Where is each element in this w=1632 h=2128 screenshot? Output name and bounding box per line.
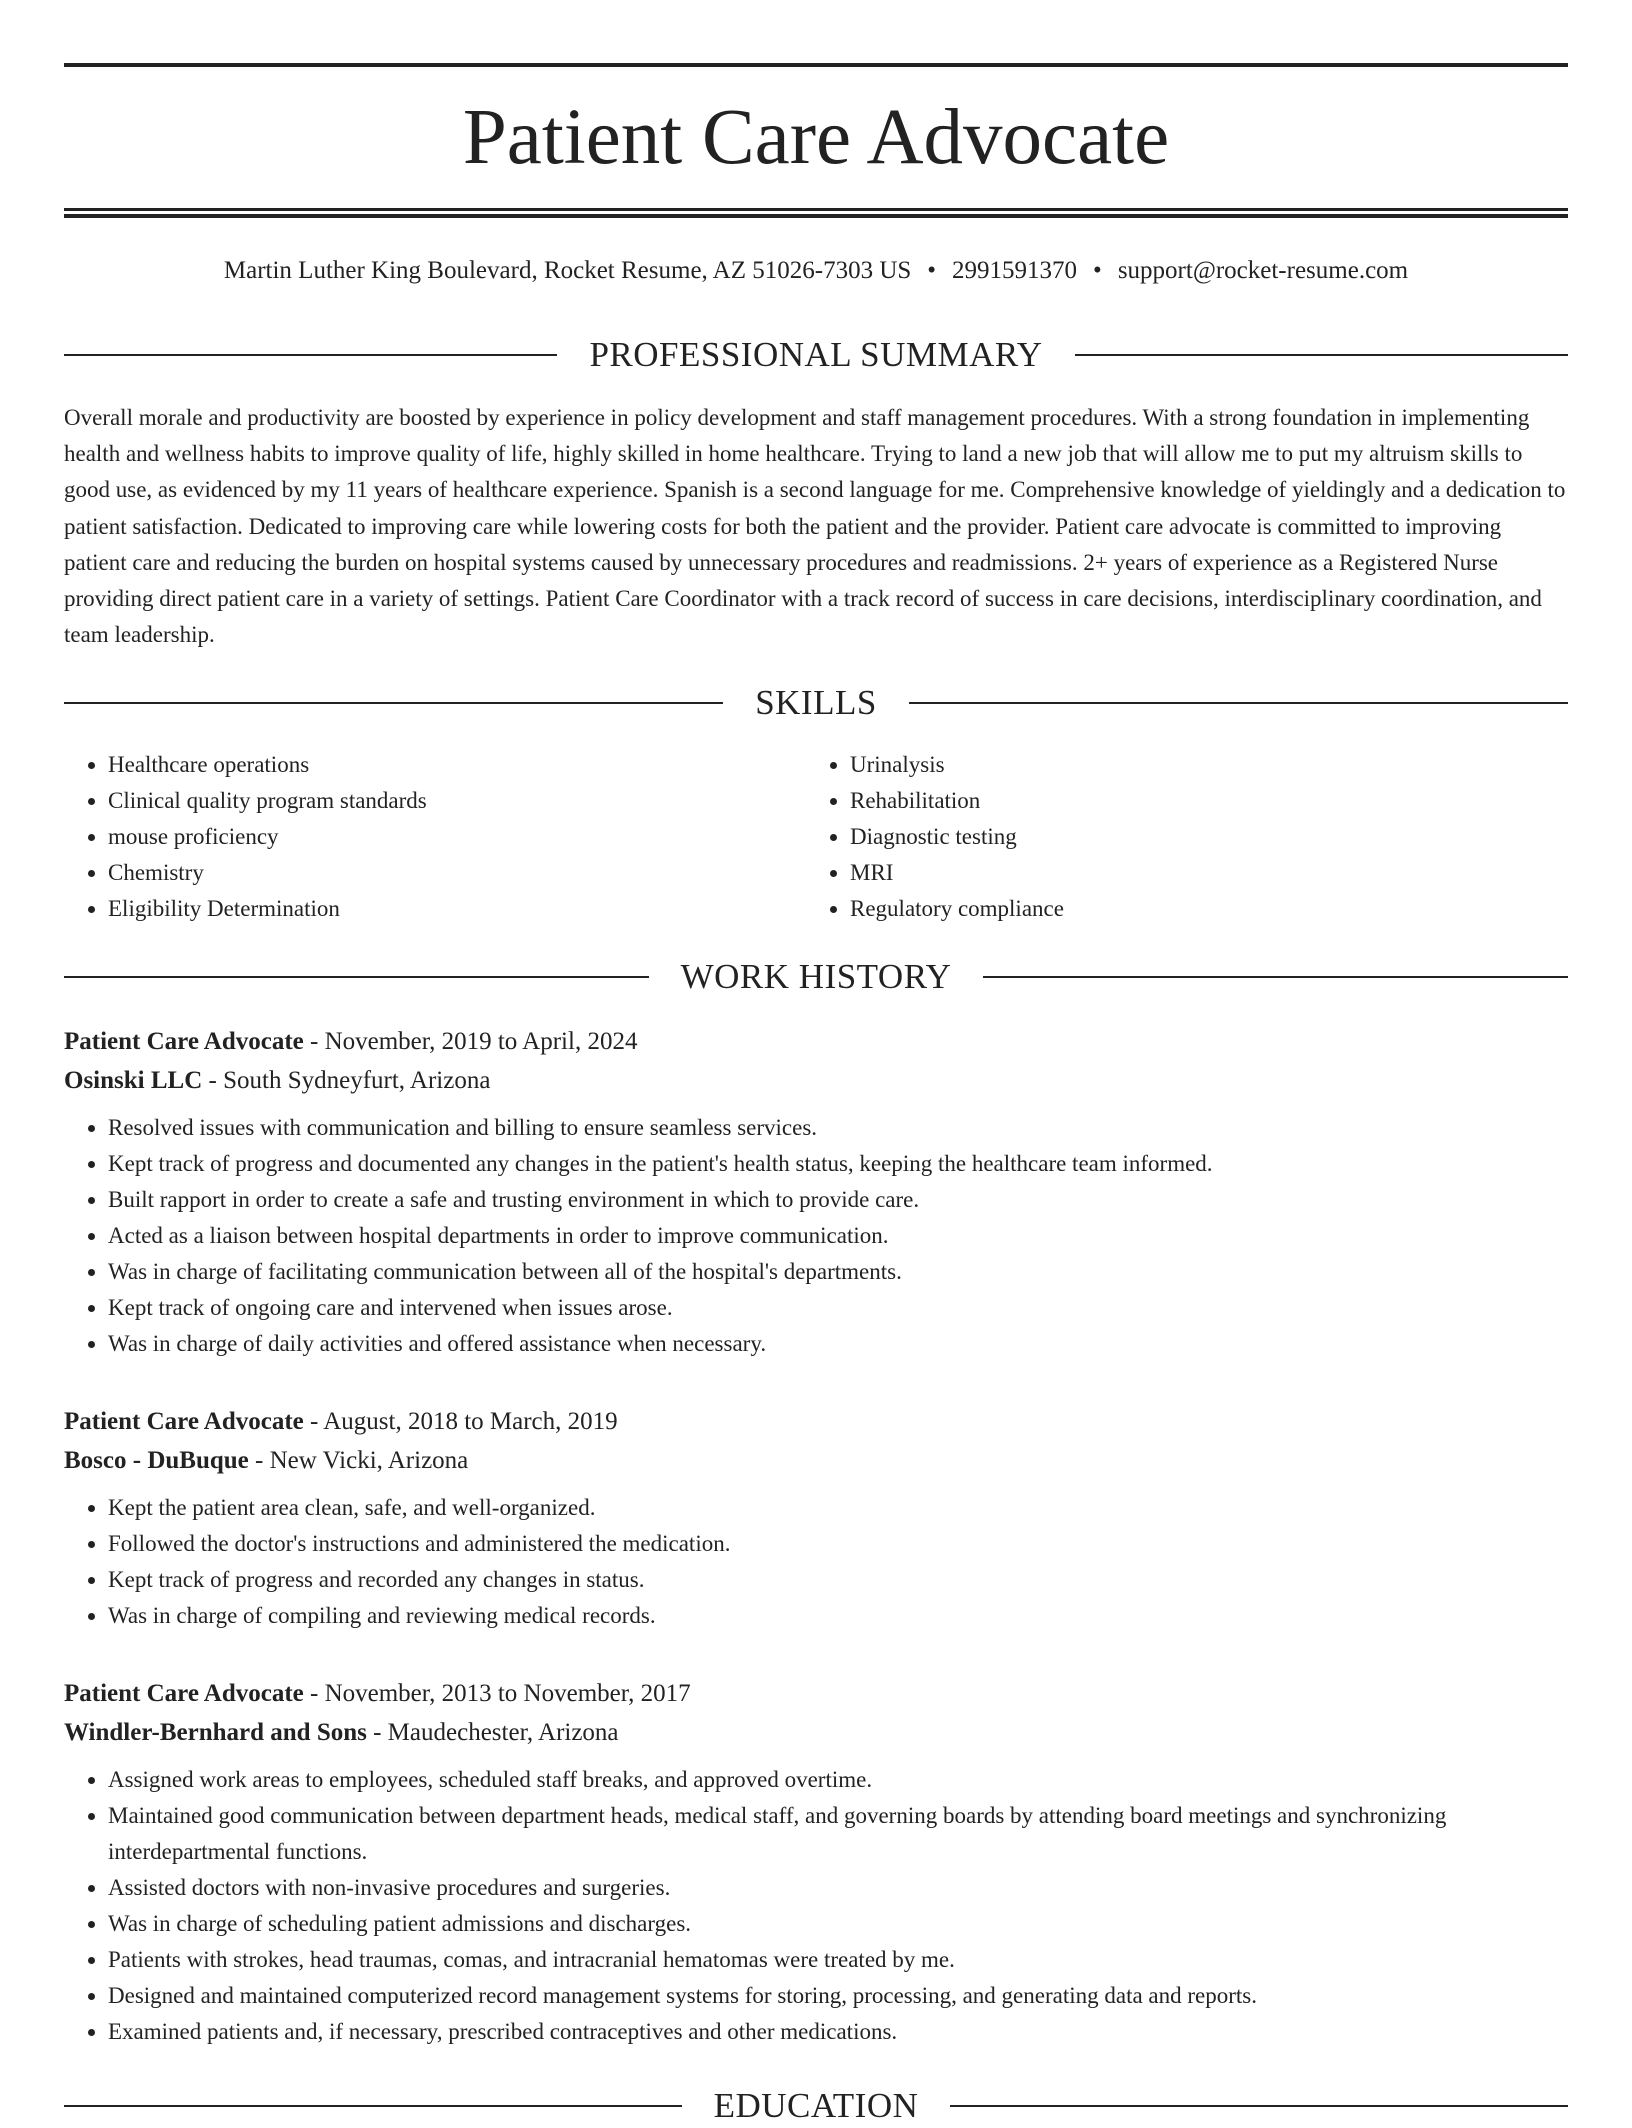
heading-rule	[950, 2105, 1568, 2107]
contact-line	[64, 253, 1568, 289]
contact-separator: •	[1093, 257, 1102, 284]
skill-item: • Healthcare operations	[108, 747, 806, 783]
job-duty: • Designed and maintained computerized record management systems for storing, processing, and generating data and reports.	[108, 1978, 1568, 2014]
skill-item: • Diagnostic testing	[850, 819, 1548, 855]
summary-paragraph: Overall morale and productivity are boosted by experience in policy development and staff management procedures. With a strong foundation in implementing health and wellness habits to improve quality of life, highly skilled in home healthcare. Trying to land a new job that will allow me to put my altruism skills to good use, as evidenced by my 11 years of healthcare experience. Spanish is a second language for me. Comprehensive knowledge of yieldingly and a dedication to patient satisfaction. Dedicated to improving care while lowering costs for both the patient and the provider. Patient care advocate is committed to improving patient care and reducing the burden on hospital systems caused by unnecessary procedures and readmissions. 2+ years of experience as a Registered Nurse providing direct patient care in a variety of settings. Patient Care Coordinator with a track record of success in care decisions, interdisciplinary coordination, and team leadership.	[64, 405, 1566, 648]
job-location: - New Vicki, Arizona	[248, 1447, 469, 1474]
job-company-line	[64, 1061, 1568, 1100]
contact-separator: •	[927, 257, 937, 284]
job-company-line	[64, 1441, 1568, 1480]
section-heading-summary	[64, 333, 1568, 377]
job-title: Patient Care Advocate	[64, 1680, 304, 1707]
contact-phone: 2991591370	[952, 257, 1078, 284]
section-title: EDUCATION	[713, 2086, 919, 2125]
job-title-line	[64, 1674, 1568, 1713]
job-duty: • Maintained good communication between department heads, medical staff, and governing boards by attending board meetings and synchronizing interdepartmental functions.	[108, 1798, 1568, 1870]
section-title: PROFESSIONAL SUMMARY	[589, 335, 1043, 374]
heading-rule	[909, 702, 1568, 704]
job-dates: - August, 2018 to March, 2019	[303, 1408, 618, 1435]
skills-column-left	[64, 747, 806, 927]
job-duties	[64, 1762, 1568, 2050]
skill-item: • Urinalysis	[850, 747, 1548, 783]
heading-rule	[1075, 354, 1568, 356]
job-duty: • Kept the patient area clean, safe, and well-organized.	[108, 1490, 1568, 1526]
contact-address: Martin Luther King Boulevard, Rocket Resume, AZ 51026-7303 US	[223, 257, 912, 284]
skill-item: • Rehabilitation	[850, 783, 1548, 819]
job-duties	[64, 1490, 1568, 1634]
contact-email: support@rocket-resume.com	[1117, 257, 1409, 284]
job-duty: • Resolved issues with communication and billing to ensure seamless services.	[108, 1110, 1568, 1146]
job-dates: - November, 2019 to April, 2024	[303, 1028, 638, 1055]
job-duty: • Followed the doctor's instructions and administered the medication.	[108, 1526, 1568, 1562]
skill-item: • MRI	[850, 855, 1548, 891]
job-title: Patient Care Advocate	[64, 1028, 304, 1055]
header-top-rule	[64, 63, 1568, 67]
header-double-rule	[64, 208, 1568, 218]
job-duty: • Was in charge of compiling and reviewing medical records.	[108, 1598, 1568, 1634]
job-company: Osinski LLC	[64, 1067, 203, 1094]
job-dates: - November, 2013 to November, 2017	[303, 1680, 691, 1707]
skill-item: • Clinical quality program standards	[108, 783, 806, 819]
section-heading-education	[64, 2084, 1568, 2128]
job-location: - Maudechester, Arizona	[366, 1719, 619, 1746]
job-duty: • Was in charge of facilitating communication between all of the hospital's departments.	[108, 1254, 1568, 1290]
job-duty: • Was in charge of scheduling patient admissions and discharges.	[108, 1906, 1568, 1942]
job-duty: • Patients with strokes, head traumas, comas, and intracranial hematomas were treated by me.	[108, 1942, 1568, 1978]
section-heading-work	[64, 955, 1568, 999]
skill-item: • Chemistry	[108, 855, 806, 891]
job-duty: • Acted as a liaison between hospital departments in order to improve communication.	[108, 1218, 1568, 1254]
job-company: Windler-Bernhard and Sons	[64, 1719, 367, 1746]
heading-rule	[983, 976, 1568, 978]
job-duty: • Assigned work areas to employees, scheduled staff breaks, and approved overtime.	[108, 1762, 1568, 1798]
skill-item: • Regulatory compliance	[850, 891, 1548, 927]
heading-rule	[64, 354, 557, 356]
skills-list	[64, 747, 1568, 927]
section-title: SKILLS	[755, 683, 877, 722]
job-duty: • Built rapport in order to create a safe and trusting environment in which to provide care.	[108, 1182, 1568, 1218]
job-duty: • Was in charge of daily activities and offered assistance when necessary.	[108, 1326, 1568, 1362]
job-duty: • Examined patients and, if necessary, prescribed contraceptives and other medications.	[108, 2014, 1568, 2050]
heading-rule	[64, 976, 649, 978]
section-heading-skills	[64, 681, 1568, 725]
job-duties	[64, 1110, 1568, 1362]
job-duty: • Kept track of ongoing care and intervened when issues arose.	[108, 1290, 1568, 1326]
job-company-line	[64, 1713, 1568, 1752]
job-title-line	[64, 1022, 1568, 1061]
job-entry	[64, 1022, 1568, 1362]
heading-rule	[64, 2105, 682, 2107]
heading-rule	[64, 702, 723, 704]
skills-column-right	[806, 747, 1548, 927]
job-duty: • Assisted doctors with non-invasive procedures and surgeries.	[108, 1870, 1568, 1906]
job-entry	[64, 1674, 1568, 2050]
job-location: - South Sydneyfurt, Arizona	[202, 1067, 491, 1094]
job-company: Bosco - DuBuque	[64, 1447, 249, 1474]
section-title: WORK HISTORY	[680, 957, 952, 996]
job-duty: • Kept track of progress and documented any changes in the patient's health status, keeping the healthcare team informed.	[108, 1146, 1568, 1182]
job-entry	[64, 1402, 1568, 1634]
job-title-line	[64, 1402, 1568, 1441]
job-duty: • Kept track of progress and recorded any changes in status.	[108, 1562, 1568, 1598]
resume-title: Patient Care Advocate	[462, 94, 1170, 181]
job-title: Patient Care Advocate	[64, 1408, 304, 1435]
skill-item: • Eligibility Determination	[108, 891, 806, 927]
skill-item: • mouse proficiency	[108, 819, 806, 855]
